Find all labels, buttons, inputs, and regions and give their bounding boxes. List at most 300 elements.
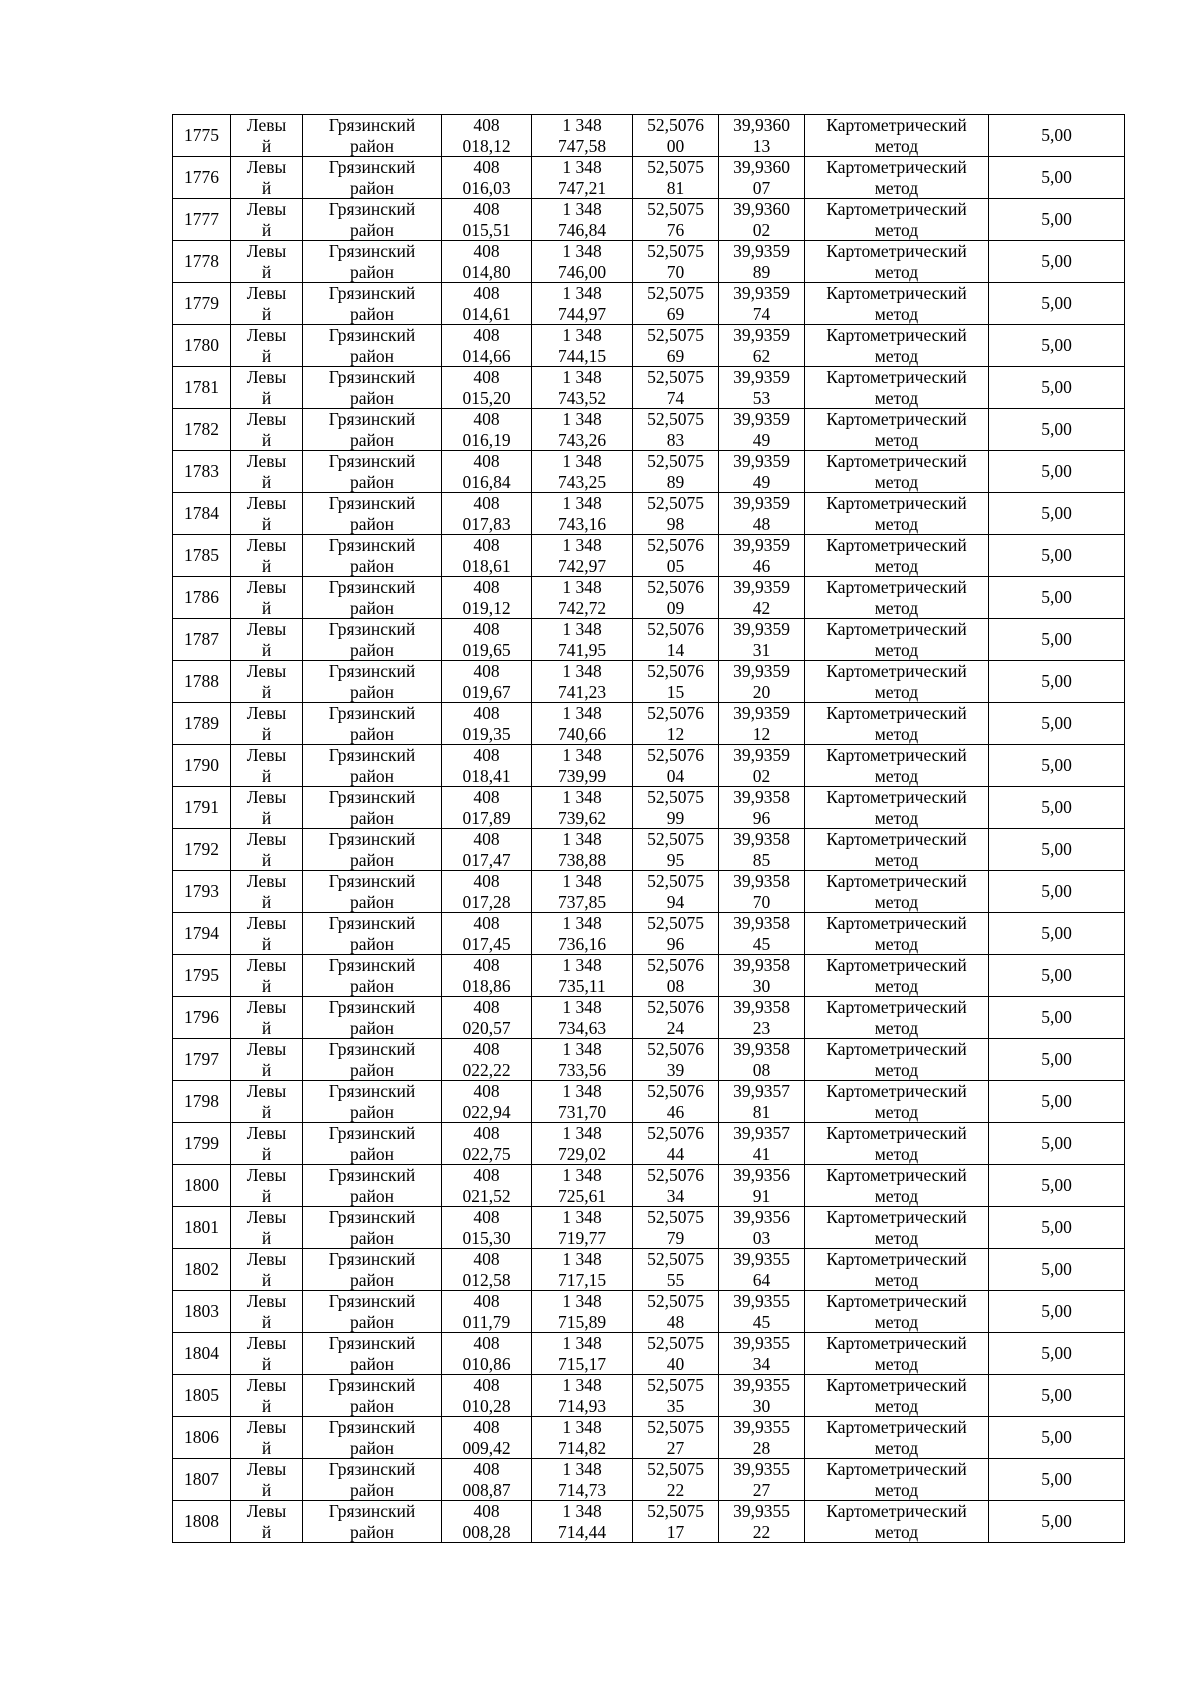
latitude	[633, 1417, 719, 1459]
x-coordinate-line-2: 018,61	[462, 555, 511, 576]
district-cell-line-1: Грязинский	[328, 997, 416, 1017]
method-cell-line-2: метод	[874, 219, 919, 240]
district-cell-line-1: Грязинский	[328, 1501, 416, 1521]
method-cell-line-1: Картометрический	[826, 1123, 967, 1143]
method-cell-line-2: метод	[874, 1059, 919, 1080]
y-coordinate	[532, 661, 633, 703]
table-row	[173, 703, 1125, 745]
latitude-line-1: 52,5076	[647, 115, 704, 135]
y-coordinate-line-2: 747,58	[557, 135, 607, 156]
accuracy-value: 5,00	[989, 241, 1125, 283]
accuracy-value: 5,00	[989, 1165, 1125, 1207]
district-cell-line-2: район	[350, 177, 394, 198]
point-number: 1788	[173, 661, 231, 703]
longitude	[719, 115, 805, 157]
x-coordinate-line-1: 408	[473, 199, 500, 219]
longitude	[719, 1501, 805, 1543]
accuracy-value: 5,00	[989, 451, 1125, 493]
longitude	[719, 1333, 805, 1375]
longitude	[719, 493, 805, 535]
point-number: 1806	[173, 1417, 231, 1459]
latitude-line-1: 52,5075	[647, 1207, 704, 1227]
side-cell	[231, 493, 303, 535]
side-cell-line-1: Левы	[246, 157, 287, 177]
x-coordinate-line-2: 017,47	[462, 849, 511, 870]
latitude	[633, 829, 719, 871]
accuracy-value: 5,00	[989, 157, 1125, 199]
y-coordinate-line-2: 714,73	[557, 1479, 607, 1500]
x-coordinate	[442, 1039, 532, 1081]
district-cell	[303, 451, 442, 493]
accuracy-value: 5,00	[989, 745, 1125, 787]
latitude-line-1: 52,5075	[647, 1501, 704, 1521]
side-cell-line-1: Левы	[246, 283, 287, 303]
point-number: 1803	[173, 1291, 231, 1333]
latitude-line-1: 52,5075	[647, 1249, 704, 1269]
y-coordinate	[532, 829, 633, 871]
y-coordinate	[532, 1333, 633, 1375]
longitude	[719, 829, 805, 871]
longitude-line-1: 39,9357	[733, 1123, 790, 1143]
x-coordinate	[442, 451, 532, 493]
y-coordinate-line-1: 1 348	[562, 577, 602, 597]
y-coordinate	[532, 325, 633, 367]
x-coordinate-line-1: 408	[473, 913, 500, 933]
latitude	[633, 451, 719, 493]
side-cell-line-1: Левы	[246, 955, 287, 975]
district-cell-line-2: район	[350, 1185, 394, 1206]
y-coordinate-line-2: 742,72	[557, 597, 607, 618]
longitude	[719, 1165, 805, 1207]
longitude-line-1: 39,9355	[733, 1501, 790, 1521]
side-cell-line-1: Левы	[246, 367, 287, 387]
side-cell-line-1: Левы	[246, 451, 287, 471]
longitude	[719, 871, 805, 913]
x-coordinate-line-1: 408	[473, 871, 500, 891]
side-cell-line-1: Левы	[246, 829, 287, 849]
latitude-line-1: 52,5075	[647, 241, 704, 261]
longitude	[719, 1375, 805, 1417]
table-row	[173, 115, 1125, 157]
y-coordinate-line-1: 1 348	[562, 1039, 602, 1059]
method-cell-line-1: Картометрический	[826, 1459, 967, 1479]
side-cell-line-1: Левы	[246, 1375, 287, 1395]
latitude-line-2: 22	[666, 1479, 685, 1500]
method-cell-line-1: Картометрический	[826, 997, 967, 1017]
side-cell-line-2: й	[261, 1017, 272, 1038]
x-coordinate-line-1: 408	[473, 1375, 500, 1395]
method-cell-line-1: Картометрический	[826, 745, 967, 765]
x-coordinate	[442, 1501, 532, 1543]
x-coordinate-line-1: 408	[473, 787, 500, 807]
y-coordinate-line-1: 1 348	[562, 1375, 602, 1395]
y-coordinate-line-2: 739,62	[557, 807, 607, 828]
x-coordinate	[442, 1123, 532, 1165]
y-coordinate-line-1: 1 348	[562, 829, 602, 849]
x-coordinate-line-2: 017,45	[462, 933, 511, 954]
y-coordinate	[532, 1123, 633, 1165]
longitude-line-1: 39,9358	[733, 829, 790, 849]
y-coordinate	[532, 1291, 633, 1333]
latitude-line-2: 14	[666, 639, 685, 660]
x-coordinate-line-1: 408	[473, 409, 500, 429]
x-coordinate-line-2: 008,87	[462, 1479, 511, 1500]
method-cell	[805, 1375, 989, 1417]
longitude-line-2: 81	[752, 1101, 771, 1122]
x-coordinate-line-2: 016,84	[462, 471, 511, 492]
point-number: 1796	[173, 997, 231, 1039]
method-cell-line-2: метод	[874, 891, 919, 912]
latitude-line-1: 52,5075	[647, 787, 704, 807]
method-cell-line-1: Картометрический	[826, 241, 967, 261]
method-cell	[805, 325, 989, 367]
longitude	[719, 997, 805, 1039]
y-coordinate	[532, 871, 633, 913]
method-cell-line-2: метод	[874, 1353, 919, 1374]
point-number: 1800	[173, 1165, 231, 1207]
latitude	[633, 1165, 719, 1207]
method-cell	[805, 1417, 989, 1459]
district-cell-line-1: Грязинский	[328, 325, 416, 345]
district-cell	[303, 325, 442, 367]
side-cell	[231, 577, 303, 619]
latitude-line-2: 89	[666, 471, 685, 492]
y-coordinate-line-2: 746,00	[557, 261, 607, 282]
district-cell-line-1: Грязинский	[328, 493, 416, 513]
accuracy-value: 5,00	[989, 1501, 1125, 1543]
side-cell	[231, 1333, 303, 1375]
table-row	[173, 451, 1125, 493]
district-cell	[303, 409, 442, 451]
x-coordinate-line-2: 016,19	[462, 429, 511, 450]
point-number: 1795	[173, 955, 231, 997]
x-coordinate	[442, 829, 532, 871]
method-cell-line-1: Картометрический	[826, 619, 967, 639]
method-cell-line-1: Картометрический	[826, 1207, 967, 1227]
table-row	[173, 829, 1125, 871]
x-coordinate	[442, 367, 532, 409]
y-coordinate-line-1: 1 348	[562, 1501, 602, 1521]
district-cell	[303, 955, 442, 997]
x-coordinate	[442, 871, 532, 913]
district-cell-line-2: район	[350, 135, 394, 156]
district-cell	[303, 745, 442, 787]
district-cell-line-2: район	[350, 1311, 394, 1332]
x-coordinate-line-2: 015,30	[462, 1227, 511, 1248]
method-cell-line-1: Картометрический	[826, 535, 967, 555]
longitude	[719, 367, 805, 409]
district-cell-line-1: Грязинский	[328, 1333, 416, 1353]
latitude-line-2: 09	[666, 597, 685, 618]
x-coordinate-line-1: 408	[473, 115, 500, 135]
side-cell	[231, 1375, 303, 1417]
district-cell	[303, 997, 442, 1039]
y-coordinate	[532, 535, 633, 577]
point-number: 1778	[173, 241, 231, 283]
latitude-line-1: 52,5075	[647, 283, 704, 303]
y-coordinate-line-1: 1 348	[562, 367, 602, 387]
latitude	[633, 1291, 719, 1333]
side-cell-line-2: й	[261, 1353, 272, 1374]
latitude	[633, 1123, 719, 1165]
longitude-line-1: 39,9355	[733, 1333, 790, 1353]
method-cell	[805, 1291, 989, 1333]
table-row	[173, 661, 1125, 703]
method-cell	[805, 451, 989, 493]
longitude-line-1: 39,9356	[733, 1207, 790, 1227]
longitude-line-2: 28	[752, 1437, 771, 1458]
side-cell-line-2: й	[261, 1185, 272, 1206]
y-coordinate-line-2: 717,15	[557, 1269, 607, 1290]
latitude-line-1: 52,5075	[647, 913, 704, 933]
side-cell-line-2: й	[261, 933, 272, 954]
side-cell-line-2: й	[261, 345, 272, 366]
district-cell-line-1: Грязинский	[328, 241, 416, 261]
y-coordinate-line-2: 743,26	[557, 429, 607, 450]
x-coordinate	[442, 577, 532, 619]
latitude-line-2: 27	[666, 1437, 685, 1458]
x-coordinate	[442, 1291, 532, 1333]
y-coordinate-line-1: 1 348	[562, 409, 602, 429]
point-number: 1797	[173, 1039, 231, 1081]
y-coordinate	[532, 1207, 633, 1249]
side-cell-line-1: Левы	[246, 1207, 287, 1227]
longitude-line-2: 45	[752, 1311, 771, 1332]
longitude-line-1: 39,9355	[733, 1375, 790, 1395]
district-cell-line-1: Грязинский	[328, 1417, 416, 1437]
x-coordinate	[442, 241, 532, 283]
accuracy-value: 5,00	[989, 1081, 1125, 1123]
longitude-line-2: 49	[752, 471, 771, 492]
y-coordinate-line-1: 1 348	[562, 325, 602, 345]
accuracy-value: 5,00	[989, 619, 1125, 661]
table-row	[173, 241, 1125, 283]
table-row	[173, 1249, 1125, 1291]
district-cell	[303, 1291, 442, 1333]
method-cell-line-1: Картометрический	[826, 1501, 967, 1521]
method-cell	[805, 1081, 989, 1123]
district-cell-line-1: Грязинский	[328, 871, 416, 891]
y-coordinate	[532, 955, 633, 997]
latitude-line-2: 04	[666, 765, 685, 786]
latitude	[633, 115, 719, 157]
x-coordinate-line-1: 408	[473, 451, 500, 471]
y-coordinate-line-2: 733,56	[557, 1059, 607, 1080]
latitude-line-1: 52,5076	[647, 1081, 704, 1101]
x-coordinate-line-1: 408	[473, 325, 500, 345]
method-cell-line-1: Картометрический	[826, 1165, 967, 1185]
method-cell	[805, 535, 989, 577]
x-coordinate-line-2: 016,03	[462, 177, 511, 198]
side-cell-line-2: й	[261, 303, 272, 324]
x-coordinate-line-2: 019,65	[462, 639, 511, 660]
side-cell-line-1: Левы	[246, 1417, 287, 1437]
side-cell	[231, 955, 303, 997]
longitude	[719, 1249, 805, 1291]
y-coordinate-line-2: 725,61	[557, 1185, 607, 1206]
x-coordinate	[442, 955, 532, 997]
district-cell	[303, 787, 442, 829]
x-coordinate-line-1: 408	[473, 1333, 500, 1353]
longitude-line-2: 89	[752, 261, 771, 282]
side-cell	[231, 1417, 303, 1459]
longitude-line-2: 85	[752, 849, 771, 870]
latitude-line-2: 15	[666, 681, 685, 702]
method-cell-line-2: метод	[874, 135, 919, 156]
longitude	[719, 1417, 805, 1459]
district-cell-line-1: Грязинский	[328, 577, 416, 597]
table-row	[173, 283, 1125, 325]
accuracy-value: 5,00	[989, 409, 1125, 451]
side-cell	[231, 703, 303, 745]
method-cell-line-1: Картометрический	[826, 829, 967, 849]
method-cell-line-2: метод	[874, 555, 919, 576]
table-row	[173, 871, 1125, 913]
table-row	[173, 409, 1125, 451]
method-cell	[805, 577, 989, 619]
district-cell-line-1: Грязинский	[328, 955, 416, 975]
x-coordinate	[442, 115, 532, 157]
side-cell	[231, 451, 303, 493]
district-cell-line-1: Грязинский	[328, 619, 416, 639]
x-coordinate-line-1: 408	[473, 745, 500, 765]
x-coordinate-line-1: 408	[473, 1501, 500, 1521]
longitude-line-2: 96	[752, 807, 771, 828]
accuracy-value: 5,00	[989, 661, 1125, 703]
y-coordinate	[532, 1375, 633, 1417]
method-cell-line-1: Картометрический	[826, 1291, 967, 1311]
x-coordinate-line-1: 408	[473, 283, 500, 303]
point-number: 1794	[173, 913, 231, 955]
y-coordinate-line-2: 743,16	[557, 513, 607, 534]
method-cell-line-1: Картометрический	[826, 913, 967, 933]
district-cell	[303, 1333, 442, 1375]
y-coordinate-line-1: 1 348	[562, 913, 602, 933]
method-cell-line-2: метод	[874, 1101, 919, 1122]
y-coordinate-line-1: 1 348	[562, 871, 602, 891]
latitude-line-2: 44	[666, 1143, 685, 1164]
y-coordinate	[532, 1039, 633, 1081]
district-cell-line-2: район	[350, 1059, 394, 1080]
x-coordinate-line-2: 017,89	[462, 807, 511, 828]
method-cell	[805, 1165, 989, 1207]
accuracy-value: 5,00	[989, 871, 1125, 913]
latitude	[633, 1039, 719, 1081]
point-number: 1808	[173, 1501, 231, 1543]
method-cell-line-1: Картометрический	[826, 577, 967, 597]
longitude-line-1: 39,9359	[733, 409, 790, 429]
y-coordinate	[532, 1081, 633, 1123]
table-row	[173, 619, 1125, 661]
longitude-line-1: 39,9359	[733, 703, 790, 723]
longitude-line-1: 39,9359	[733, 745, 790, 765]
longitude-line-1: 39,9358	[733, 913, 790, 933]
latitude-line-1: 52,5075	[647, 367, 704, 387]
latitude	[633, 1333, 719, 1375]
y-coordinate	[532, 367, 633, 409]
side-cell-line-1: Левы	[246, 199, 287, 219]
point-number: 1783	[173, 451, 231, 493]
method-cell-line-2: метод	[874, 849, 919, 870]
y-coordinate	[532, 1501, 633, 1543]
side-cell-line-1: Левы	[246, 703, 287, 723]
side-cell-line-2: й	[261, 639, 272, 660]
longitude	[719, 1459, 805, 1501]
x-coordinate-line-1: 408	[473, 1123, 500, 1143]
side-cell-line-2: й	[261, 807, 272, 828]
x-coordinate	[442, 157, 532, 199]
method-cell-line-2: метод	[874, 597, 919, 618]
side-cell	[231, 367, 303, 409]
y-coordinate	[532, 409, 633, 451]
district-cell-line-2: район	[350, 471, 394, 492]
side-cell	[231, 1165, 303, 1207]
y-coordinate-line-1: 1 348	[562, 115, 602, 135]
method-cell	[805, 955, 989, 997]
district-cell-line-1: Грязинский	[328, 1207, 416, 1227]
x-coordinate-line-2: 012,58	[462, 1269, 511, 1290]
side-cell-line-2: й	[261, 177, 272, 198]
y-coordinate	[532, 451, 633, 493]
x-coordinate-line-1: 408	[473, 829, 500, 849]
longitude	[719, 283, 805, 325]
method-cell	[805, 1039, 989, 1081]
method-cell	[805, 283, 989, 325]
y-coordinate-line-1: 1 348	[562, 745, 602, 765]
longitude-line-2: 27	[752, 1479, 771, 1500]
longitude-line-1: 39,9355	[733, 1249, 790, 1269]
y-coordinate-line-2: 729,02	[557, 1143, 607, 1164]
method-cell-line-2: метод	[874, 723, 919, 744]
method-cell	[805, 241, 989, 283]
district-cell-line-1: Грязинский	[328, 409, 416, 429]
y-coordinate-line-1: 1 348	[562, 493, 602, 513]
latitude	[633, 661, 719, 703]
district-cell	[303, 703, 442, 745]
side-cell-line-1: Левы	[246, 1459, 287, 1479]
point-number: 1787	[173, 619, 231, 661]
x-coordinate-line-2: 008,28	[462, 1521, 511, 1542]
side-cell-line-1: Левы	[246, 241, 287, 261]
latitude	[633, 955, 719, 997]
side-cell-line-2: й	[261, 1437, 272, 1458]
district-cell-line-1: Грязинский	[328, 1039, 416, 1059]
longitude	[719, 913, 805, 955]
latitude-line-1: 52,5076	[647, 619, 704, 639]
side-cell-line-1: Левы	[246, 787, 287, 807]
x-coordinate-line-1: 408	[473, 1249, 500, 1269]
method-cell	[805, 1459, 989, 1501]
side-cell	[231, 661, 303, 703]
method-cell-line-1: Картометрический	[826, 157, 967, 177]
x-coordinate-line-2: 014,61	[462, 303, 511, 324]
latitude-line-2: 96	[666, 933, 685, 954]
method-cell	[805, 1249, 989, 1291]
district-cell	[303, 913, 442, 955]
latitude	[633, 493, 719, 535]
y-coordinate-line-1: 1 348	[562, 1207, 602, 1227]
point-number: 1799	[173, 1123, 231, 1165]
district-cell-line-2: район	[350, 681, 394, 702]
point-number: 1791	[173, 787, 231, 829]
y-coordinate	[532, 493, 633, 535]
latitude-line-2: 95	[666, 849, 685, 870]
district-cell	[303, 199, 442, 241]
latitude	[633, 157, 719, 199]
longitude-line-2: 31	[752, 639, 771, 660]
method-cell-line-1: Картометрический	[826, 1039, 967, 1059]
method-cell-line-2: метод	[874, 807, 919, 828]
